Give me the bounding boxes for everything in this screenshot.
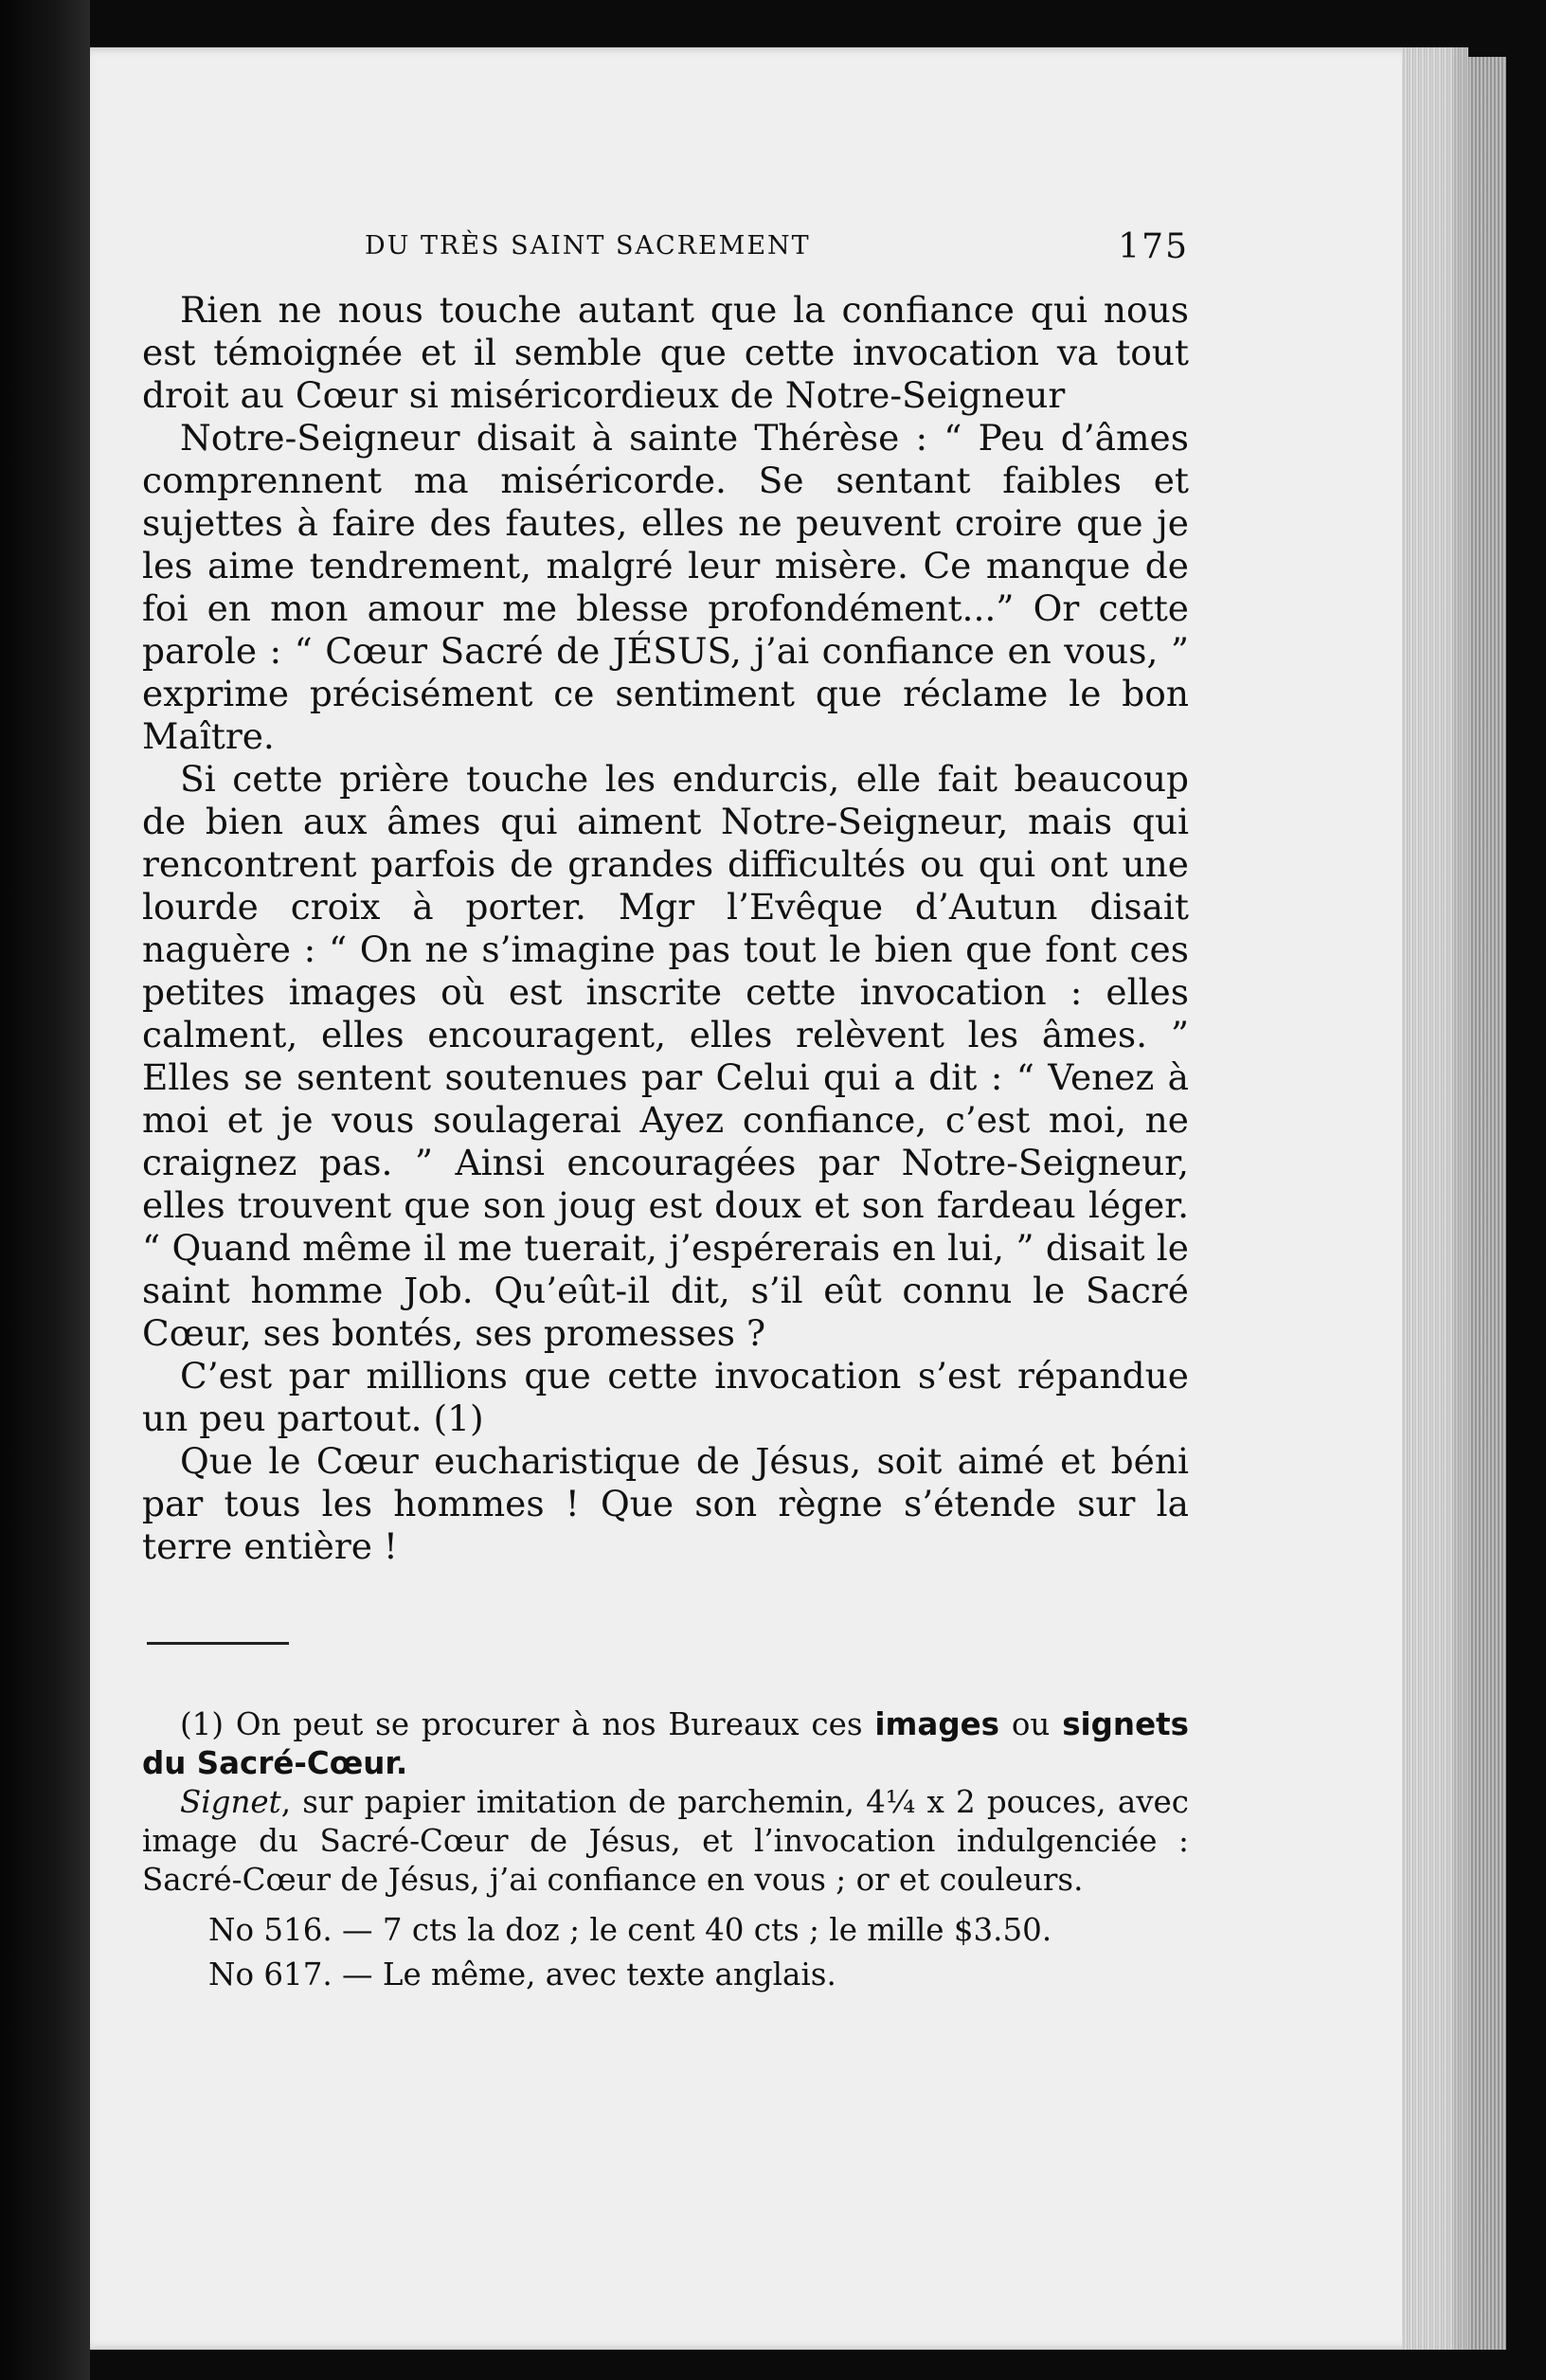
footnote-bold-signets: signets du Sacré-Cœur.: [142, 1706, 1189, 1781]
footnote-text: ou: [998, 1706, 1063, 1742]
price-line: No 516. — 7 cts la doz ; le cent 40 cts ; le mille $3.50.: [208, 1912, 1052, 1948]
paragraph: Rien ne nous touche autant que la confiance qui nous est témoignée et il semble que cette invocation va tout droit au Cœur si miséricordieux de Notre-Seigneur: [142, 289, 1189, 416]
footnote-rule: [147, 1642, 289, 1645]
signet-description: , sur papier imitation de parchemin, 4¼ x 2 pouces, avec image du Sacré-Cœur de Jésus, et l’invocation indulgenciée : Sacré-Cœur de Jésus, j’ai confiance en vous ; or et couleurs.: [142, 1784, 1189, 1898]
footnote-text: (1) On peut se procurer à nos Bureaux ces: [180, 1706, 875, 1742]
main-text: [142, 289, 1189, 1568]
footnote: [142, 1705, 1189, 1994]
paragraph: Que le Cœur eucharistique de Jésus, soit aimé et béni par tous les hommes ! Que son règne s’étende sur la terre entière !: [142, 1440, 1189, 1567]
footnote-signet: [142, 1783, 1189, 1900]
paragraph: C’est par millions que cette invocation s’est répandue un peu partout. (1): [142, 1355, 1189, 1439]
page-edges: [1402, 47, 1468, 2350]
signet-label: Signet: [180, 1784, 281, 1820]
running-title: DU TRÈS SAINT SACREMENT: [365, 231, 811, 261]
scan-border-left: [0, 0, 90, 2380]
page-number: 175: [1118, 227, 1189, 266]
paragraph: Si cette prière touche les endurcis, elle fait beaucoup de bien aux âmes qui aiment Notre-Seigneur, mais qui rencontrent parfois de grandes difficultés ou qui ont une lourde croix à porter. Mgr l’Evêque d’Autun disait naguère : “ On ne s’imagine pas tout le bien que font ces petites images où est inscrite cette invocation : elles calment, elles encouragent, elles relèvent les âmes. ” Elles se sentent soutenues par Celui qui a dit : “ Venez à moi et je vous soulagerai Ayez confiance, c’est moi, ne craignez pas. ” Ainsi encouragées par Notre-Seigneur, elles trouvent que son joug est doux et son fardeau léger. “ Quand même il me tuerait, j’espérerais en lui, ” disait le saint homme Job. Qu’eût-il dit, s’il eût connu le Sacré Cœur, ses bontés, ses promesses ?: [142, 758, 1189, 1354]
footnote-bold-images: images: [874, 1706, 999, 1742]
footnote-intro: [142, 1705, 1189, 1783]
book-block-edge: [1468, 57, 1506, 2350]
running-header: [365, 227, 1189, 265]
paragraph: Notre-Seigneur disait à sainte Thérèse : “ Peu d’âmes comprennent ma miséricorde. Se sentant faibles et sujettes à faire des fautes, elles ne peuvent croire que je les aime tendrement, malgré leur misère. Ce manque de foi en mon amour me blesse profondément...” Or cette parole : “ Cœur Sacré de JÉSUS, j’ai confiance en vous, ” exprime précisément ce sentiment que réclame le bon Maître.: [142, 417, 1189, 757]
price-line: No 617. — Le même, avec texte anglais.: [208, 1956, 836, 1992]
